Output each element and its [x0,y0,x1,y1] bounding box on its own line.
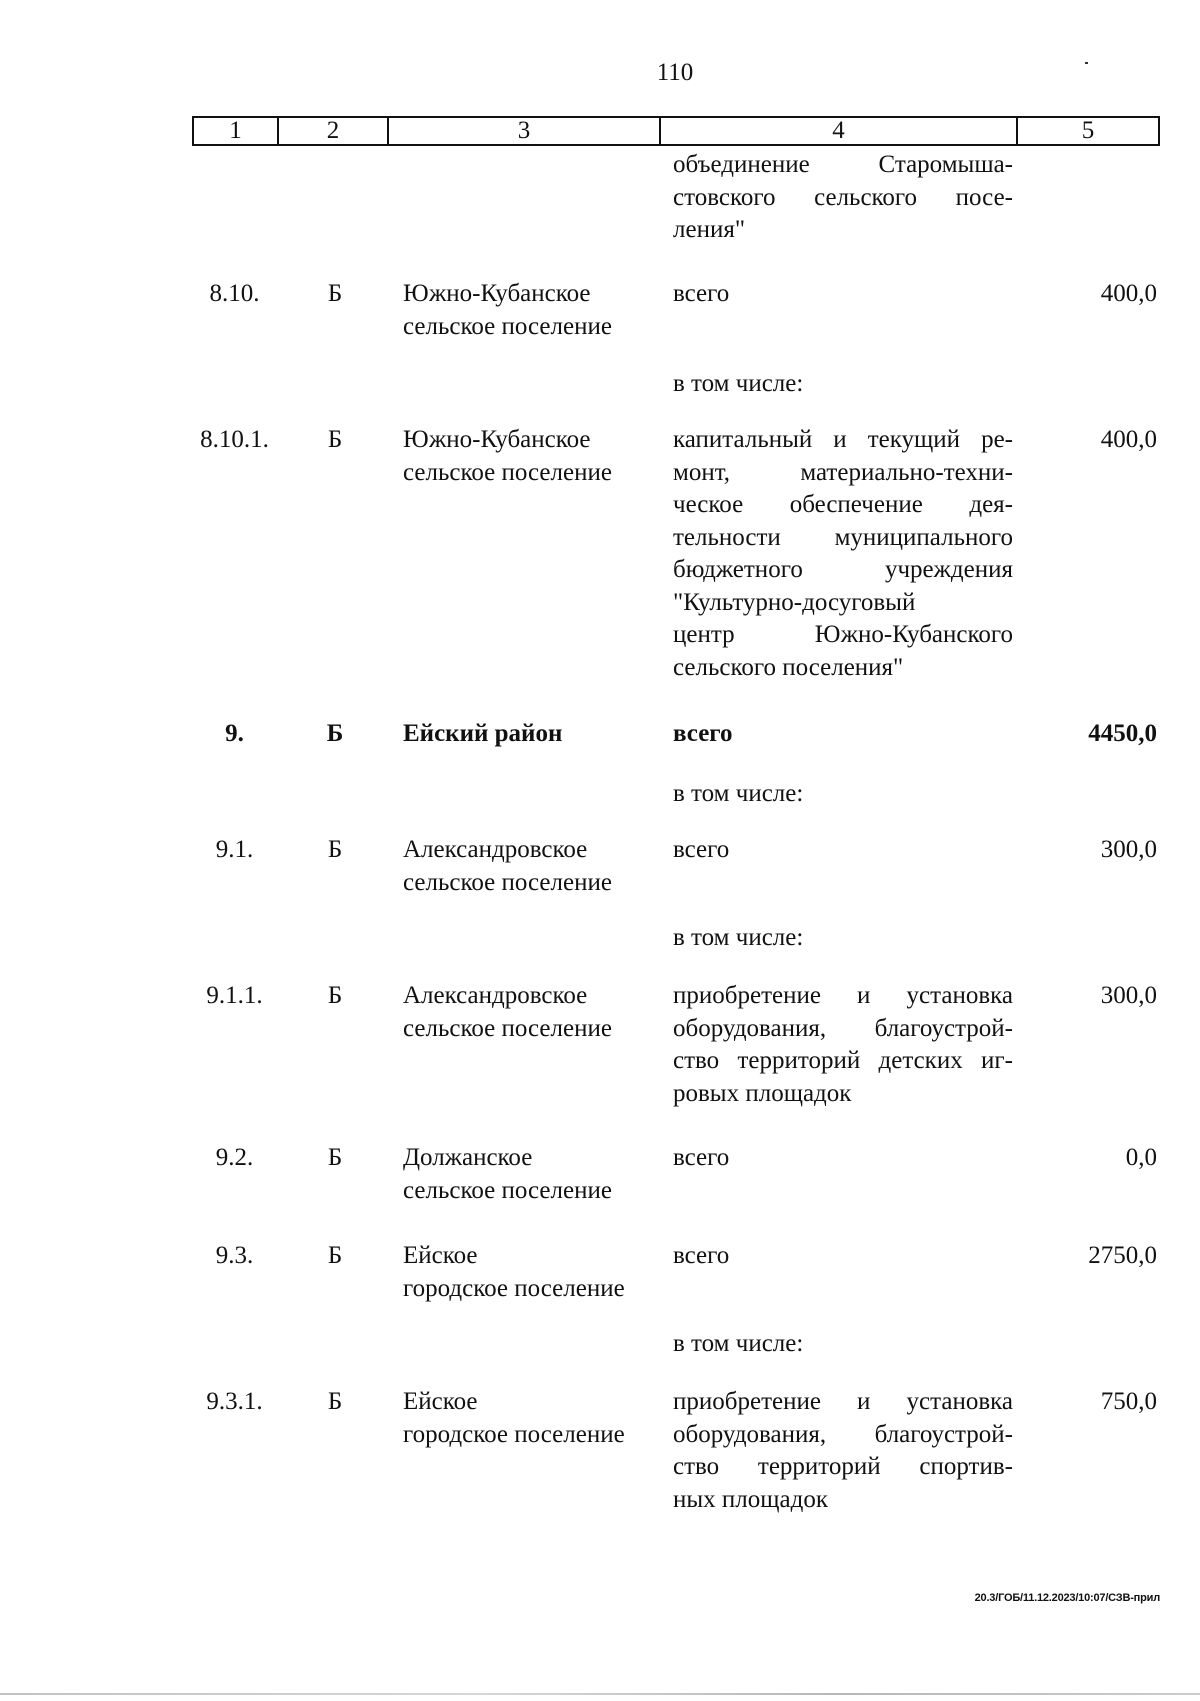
description-line: ления" [673,216,746,243]
row-number: 9. [225,720,244,747]
subtotal-note: в том числе: [673,780,804,807]
row-description [673,278,1013,311]
subtotal-note: в том числе: [673,1330,804,1357]
name-line: Ейский район [403,720,563,747]
name-line: сельское поселение [403,458,612,486]
row-description [673,1240,1013,1273]
subtotal-note: в том числе: [673,370,804,397]
column-header-1: 1 [194,118,279,144]
row-number: 9.1. [215,836,254,863]
description-line: сельского поселения" [673,653,904,681]
row-amount: 4450,0 [1088,720,1157,747]
name-line: Ейское [403,1242,478,1269]
description-line: всего [673,1242,730,1269]
name-line: Должанское [403,1144,533,1171]
row-number: 9.2. [215,1144,254,1171]
row-category: Б [326,720,344,747]
subtotal-note: в том числе: [673,924,804,951]
row-name [403,718,663,751]
row-amount: 300,0 [1100,982,1157,1009]
description-line: "Культурно-досуговый [673,588,916,616]
row-name [403,424,663,489]
name-line: Южно-Кубанское [403,280,591,307]
name-line: Южно-Кубанское [403,426,591,453]
row-description [673,1386,1013,1516]
row-number: 8.10.1. [200,426,269,453]
description-line: центр Южно-Кубанского [673,621,1013,648]
name-line: сельское поселение [403,312,612,340]
row-name [403,1142,663,1207]
description-line: приобретение и установка [673,1388,1013,1415]
row-description [673,424,1013,684]
column-header-4: 4 [661,118,1018,144]
name-line: сельское поселение [403,1014,612,1042]
row-amount: 400,0 [1100,426,1157,453]
name-line: Ейское [403,1388,478,1415]
row-category: Б [327,1144,343,1171]
row-name [403,980,663,1045]
row-number: 9.1.1. [206,982,263,1009]
row-category: Б [327,1242,343,1269]
name-line: Александровское [403,982,588,1009]
description-line: всего [673,1144,730,1171]
continuation-description [673,149,1013,247]
description-line: ство территорий детских иг- [673,1047,1013,1074]
row-name [403,834,663,899]
name-line: сельское поселение [403,868,612,896]
row-amount: 750,0 [1100,1388,1157,1415]
description-line: всего [673,280,730,307]
name-line: Александровское [403,836,588,863]
row-category: Б [327,426,343,453]
row-description [673,718,1013,751]
row-number: 9.3.1. [206,1388,263,1415]
row-description [673,1142,1013,1175]
scan-speck [1085,62,1088,64]
column-header-2: 2 [279,118,389,144]
row-number: 9.3. [215,1242,254,1269]
description-line: ровых площадок [673,1079,852,1107]
description-line: оборудования, благоустрой- [673,1420,1013,1448]
description-line: всего [673,836,730,863]
column-header-3: 3 [389,118,661,144]
row-amount: 2750,0 [1088,1242,1157,1269]
scan-edge-line [0,1693,1200,1695]
row-name [403,1386,663,1451]
row-category: Б [327,1388,343,1415]
row-name [403,278,663,343]
row-description [673,834,1013,867]
page-number: 110 [656,59,694,86]
row-amount: 400,0 [1100,280,1157,307]
description-line: оборудования, благоустрой- [673,1014,1013,1042]
description-line: тельности муниципального [673,523,1013,551]
description-line: ческое обеспечение дея- [673,491,1013,518]
row-category: Б [327,982,343,1009]
description-line: бюджетного учреждения [673,556,1013,583]
row-description [673,980,1013,1110]
description-line: приобретение и установка [673,982,1013,1009]
name-line: сельское поселение [403,1176,612,1204]
document-registration-code: 20.3/ГОБ/11.12.2023/10:07/СЗВ-прил [974,1592,1160,1604]
column-header-5: 5 [1081,117,1095,144]
row-name [403,1240,663,1305]
description-line: ство территорий спортив- [673,1453,1013,1480]
row-category: Б [327,836,343,863]
name-line: городское поселение [403,1274,625,1302]
description-line: ных площадок [673,1485,828,1513]
row-amount: 0,0 [1125,1144,1157,1171]
row-category: Б [327,280,343,307]
description-line: монт, материально-техни- [673,458,1013,486]
description-line: стовского сельского посе- [673,183,1013,211]
description-line: капитальный и текущий ре- [673,426,1013,453]
row-amount: 300,0 [1100,836,1157,863]
row-number: 8.10. [209,280,260,307]
table-column-header [192,116,1160,146]
description-line: объединение Старомыша- [673,151,1013,178]
name-line: городское поселение [403,1420,625,1448]
description-line: всего [673,720,733,747]
